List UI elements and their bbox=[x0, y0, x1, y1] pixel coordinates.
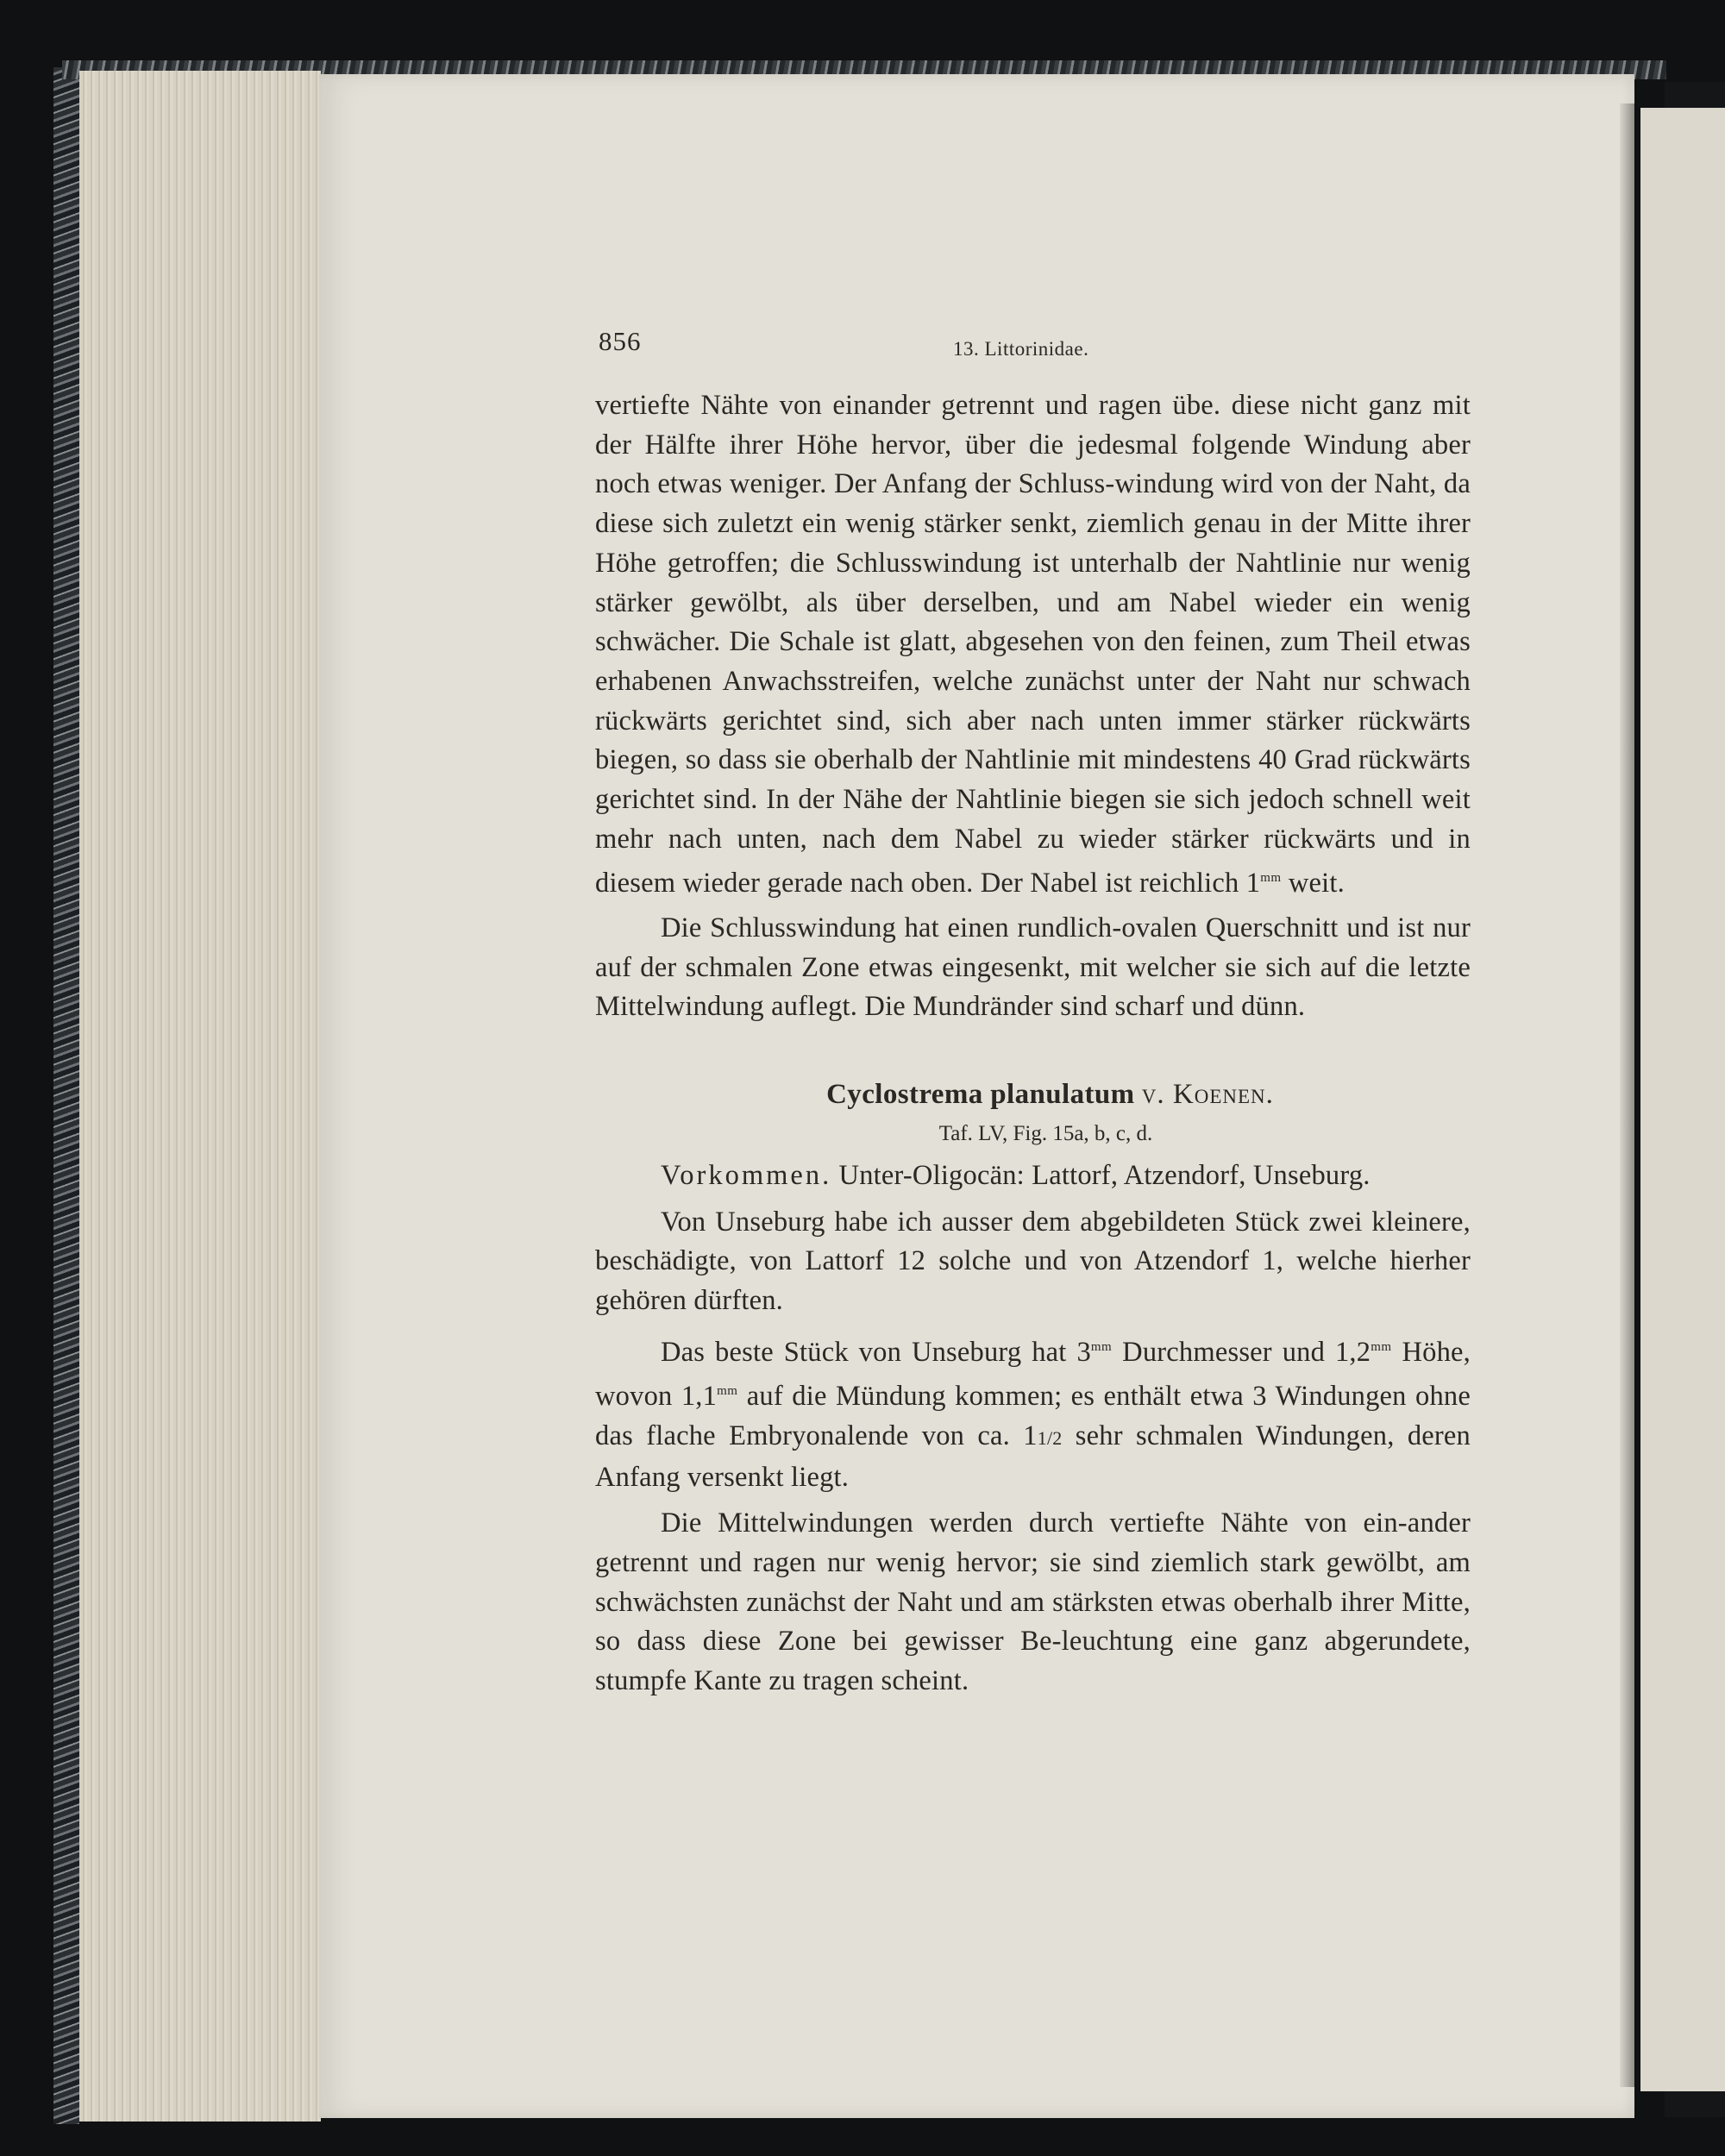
paragraph bbox=[595, 1328, 1471, 1497]
species-author: v. Koenen. bbox=[1141, 1079, 1274, 1111]
species-name: Cyclostrema planulatum bbox=[826, 1079, 1135, 1111]
occurrence-paragraph bbox=[595, 1156, 1471, 1196]
paragraph bbox=[595, 386, 1471, 904]
paragraph-text: Höhe, wovon 1,1 bbox=[595, 1336, 1471, 1413]
unit-mm: mm bbox=[1371, 1339, 1392, 1354]
running-head: 13. Littorinidae. bbox=[953, 338, 1089, 360]
occurrence-label: Vorkommen. bbox=[661, 1160, 832, 1192]
book-cover-left bbox=[53, 67, 79, 2124]
paragraph-text: vertiefte Nähte von einander getrennt und ragen übe. diese nicht ganz mit der Hälfte ihrer Höhe hervor, über die jedesmal folgende Windung aber noch etwas weniger. Der Anfang der Schluss-windung wird von der Naht, da diese sich zuletzt ein wenig stärker senkt, ziemlich genau in der Mitte ihrer Höhe getroffen; die Schlusswindung ist unterhalb der Nahtlinie nur wenig stärker gewölbt, als über derselben, und am Nabel wieder ein wenig schwächer. Die Schale ist glatt, abgesehen von den feinen, zum Theil etwas erhabenen Anwachsstreifen, welche zunächst unter der Naht nur schwach rückwärts gerichtet sind, sich aber nach unten immer stärker rückwärts biegen, so dass sie oberhalb der Nahtlinie mit mindestens 40 Grad rückwärts gerichtet sind. In der Nähe der Nahtlinie biegen sie sich jedoch schnell weit mehr nach unten, nach dem Nabel zu wieder stärker rückwärts und in diesem wieder gerade nach oben. Der Nabel ist reichlich 1 bbox=[595, 390, 1471, 899]
page-header bbox=[595, 326, 1471, 386]
unit-mm: mm bbox=[1090, 1339, 1113, 1354]
page-gutter-shadow bbox=[1620, 103, 1635, 2087]
page-number: 856 bbox=[599, 326, 642, 356]
fraction: 1/2 bbox=[1037, 1426, 1063, 1449]
paragraph-text: sehr schmalen Windungen, deren Anfang versenkt liegt. bbox=[595, 1420, 1471, 1493]
plate-reference: Taf. LV, Fig. 15a, b, c, d. bbox=[938, 1122, 1153, 1146]
occurrence-text: Unter-Oligocän: Lattorf, Atzendorf, Unseburg. bbox=[838, 1160, 1371, 1192]
paragraph-text: Das beste Stück von Unseburg hat 3 bbox=[661, 1336, 1091, 1368]
unit-mm: mm bbox=[717, 1384, 738, 1399]
paragraph-text: Durchmesser und 1,2 bbox=[1112, 1336, 1371, 1368]
species-heading bbox=[630, 1074, 1471, 1115]
page-block-edge bbox=[79, 71, 321, 2122]
paragraph-text: weit. bbox=[1288, 868, 1345, 899]
section-gap bbox=[595, 1027, 1471, 1074]
paragraph-text: auf die Mündung kommen; es enthält etwa 3 Windungen ohne das flache Embryonalende von ca. 1 bbox=[595, 1381, 1471, 1451]
paragraph: Die Schlusswindung hat einen rundlich-ovalen Querschnitt und ist nur auf der schmalen Zone etwas eingesenkt, mit welcher sie sich auf die letzte Mittelwindung auflegt. Die Mundränder sind scharf und dünn. bbox=[595, 912, 1471, 1023]
facing-page bbox=[1640, 108, 1725, 2091]
unit-mm: mm bbox=[1260, 871, 1282, 886]
paragraph: Die Mittelwindungen werden durch vertiefte Nähte von ein-ander getrennt und ragen nur wenig hervor; sie sind ziemlich stark gewölbt, am schwächsten zunächst der Naht und am stärksten etwas oberhalb ihrer Mitte, so dass diese Zone bei gewisser Be-leuchtung eine ganz abgerundete, stumpfe Kante zu tragen scheint. bbox=[595, 1507, 1471, 1697]
page-text-block bbox=[595, 326, 1471, 1702]
paragraph: Von Unseburg habe ich ausser dem abgebildeten Stück zwei kleinere, beschädigte, von Lattorf 12 solche und von Atzendorf 1, welche hierher gehören dürften. bbox=[595, 1206, 1471, 1317]
